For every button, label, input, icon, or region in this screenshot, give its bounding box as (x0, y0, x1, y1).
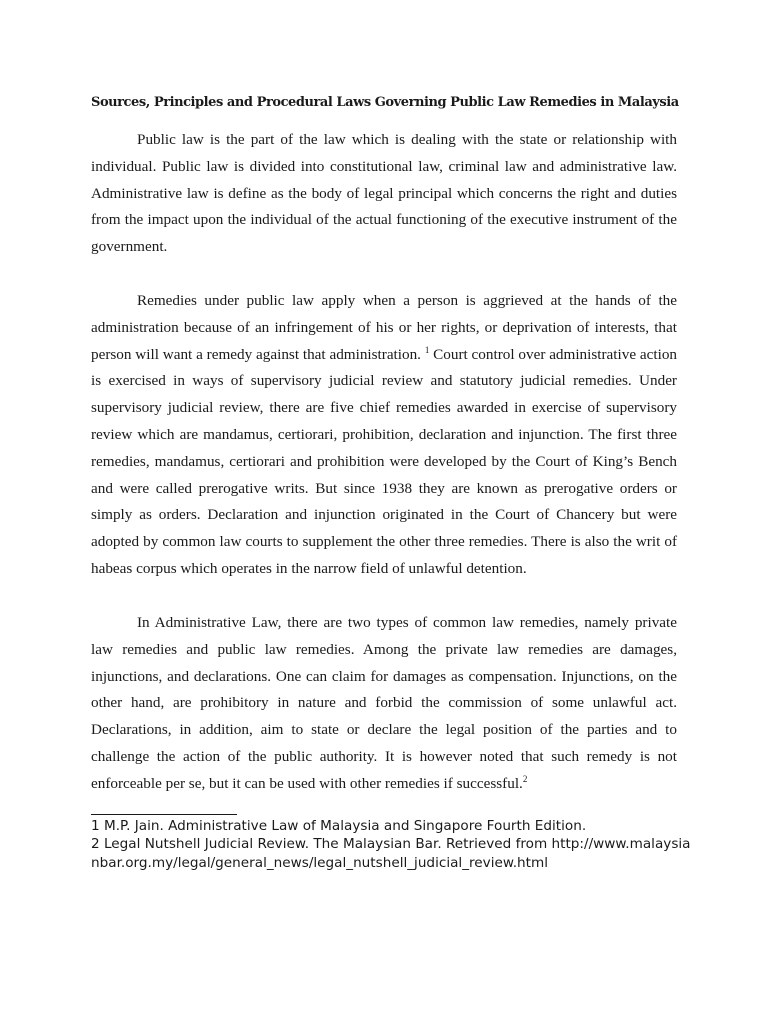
paragraph-2-text-after-ref: Court control over administrative action is exercised in ways of supervisory judicial review and statutory judicial remedies. Under supervisory judicial review, there are five chief remedies awarded in exercise of supervisory review which are mandamus, certiorari, prohibition, declaration and injunction. The first three remedies, mandamus, certiorari and prohibition were developed by the Court of King’s Bench and were called prerogative writs. But since 1938 they are known as prerogative orders or simply as orders. Declaration and injunction originated in the Court of Chancery but were adopted by common law courts to supplement the other three remedies. There is also the writ of habeas corpus which operates in the narrow field of unlawful detention. (91, 345, 678, 577)
paragraph-2-text-before-ref: Remedies under public law apply when a person is aggrieved at the hands of the administration because of an infringement of his or her rights, or deprivation of interests, that person will want a remedy against that administration. (91, 292, 677, 363)
footnote-separator (91, 814, 237, 815)
paragraph-2 (91, 288, 677, 583)
paragraph-1 (91, 127, 677, 261)
footnote-reference-2[interactable]: 2 (522, 773, 528, 784)
paragraph-3 (91, 610, 677, 798)
footnote-1: 1 M.P. Jain. Administrative Law of Malaysia and Singapore Fourth Edition. (91, 818, 587, 834)
paragraph-1-text: Public law is the part of the law which is dealing with the state or relationship with individual. Public law is divided into constitutional law, criminal law and administrative law. Administrative law is define as the body of legal principal which concerns the right and duties from the impact upon the individual of the actual functioning of the executive instrument of the government. (91, 131, 677, 256)
paragraph-3-text: In Administrative Law, there are two types of common law remedies, namely private law remedies and public law remedies. Among the private law remedies are damages, injunctions, and declarations. One can claim for damages as compensation. Injunctions, on the other hand, are prohibitory in nature and forbid the commission of some unlawful act. Declarations, in addition, aim to state or declare the legal position of the parties and to challenge the action of the public authority. It is however noted that such remedy is not enforceable per se, but it can be used with other remedies if successful. (91, 614, 677, 792)
footnote-reference-1[interactable]: 1 (424, 344, 430, 355)
document-title: Sources, Principles and Procedural Laws Governing Public Law Remedies in Malaysia (91, 95, 679, 110)
footnote-2: 2 Legal Nutshell Judicial Review. The Malaysian Bar. Retrieved from http://www.malaysianbar.org.my/legal/general_news/legal_nutshell_judicial_review.html (91, 836, 691, 871)
